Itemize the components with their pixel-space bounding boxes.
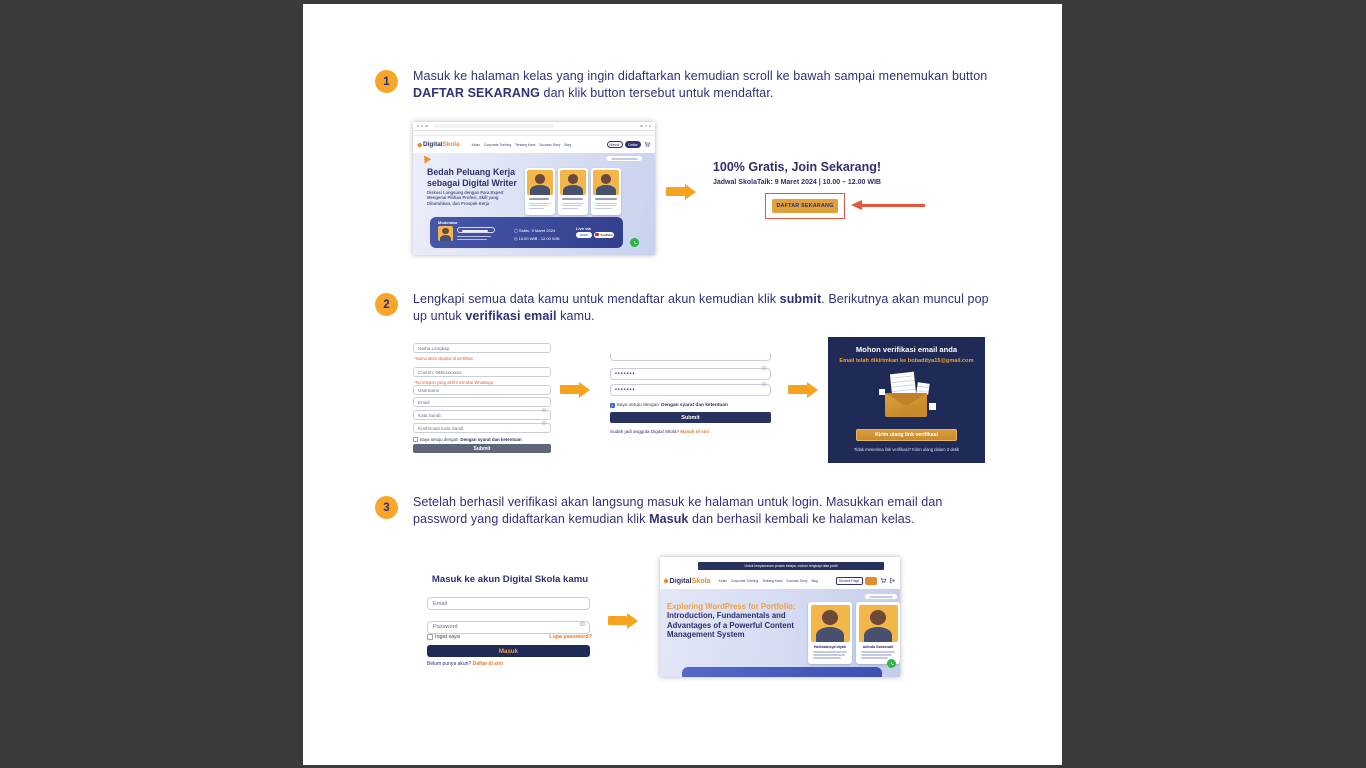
event-time-text: 10.00 WIB - 12.00 WIB xyxy=(518,236,560,241)
nav-blog[interactable]: Blog xyxy=(811,578,819,583)
moderator-label: Moderator xyxy=(438,220,458,225)
step-1-number-label: 1 xyxy=(383,75,390,88)
step-1-instruction xyxy=(413,68,998,102)
remember-label: Ingat saya xyxy=(435,634,460,640)
speaker-desc-bar xyxy=(562,208,578,209)
event-date-text: Sabtu, 9 Maret 2024 xyxy=(518,228,556,233)
logo-skola: Skola xyxy=(442,141,460,148)
badge-text-bar xyxy=(611,158,638,160)
browser-profile-icon xyxy=(645,125,647,127)
hero-title-rest: Introduction, Fundamentals and Advantages of a Powerful Content Management System xyxy=(667,611,794,640)
speaker-photo xyxy=(811,605,850,642)
username-input[interactable] xyxy=(413,385,551,395)
speaker-photo xyxy=(560,170,586,195)
nav-kelas[interactable]: Kelas xyxy=(718,578,727,583)
hero-title-highlight: Exploring WordPress for Portfolio: xyxy=(667,602,796,611)
submit-button[interactable]: Submit xyxy=(610,412,771,423)
profile-button[interactable] xyxy=(865,577,877,585)
confirm-password-input[interactable] xyxy=(413,423,551,433)
cart-icon[interactable] xyxy=(880,577,887,584)
logo-mark-icon xyxy=(417,142,422,147)
browser-extension-icon xyxy=(640,125,642,127)
profile-reminder-banner: Untuk kenyamanan proses belajar, mohon lengkapi data profil xyxy=(698,562,884,570)
speaker-name-bar xyxy=(562,198,583,200)
masuk-di-sini-link[interactable]: Masuk di sini xyxy=(680,429,710,434)
browser-menu-icon xyxy=(649,125,651,127)
masuk-button[interactable]: Masuk xyxy=(607,141,623,148)
speaker-desc-bar xyxy=(861,657,888,659)
register-prompt-text: Belum punya akun? xyxy=(427,661,473,667)
popup-subtitle: Email telah dikirimkan ke bobaditya15@gmail.com xyxy=(839,358,974,364)
hero-title xyxy=(667,602,805,640)
moderator-banner xyxy=(430,217,623,248)
terms-row xyxy=(610,403,728,408)
register-form-filled xyxy=(610,349,771,441)
nav-blog[interactable]: Blog xyxy=(564,142,572,147)
browser-reload-icon xyxy=(425,125,427,127)
step-2-text: Lengkapi semua data kamu untuk mendaftar akun kemudian klik xyxy=(413,292,780,306)
eye-icon[interactable] xyxy=(541,420,547,426)
logo-skola: Skola xyxy=(691,576,711,585)
speaker-desc-bar xyxy=(861,654,892,656)
skolatalk-badge xyxy=(864,593,898,600)
login-title: Masuk ke akun Digital Skola kamu xyxy=(431,574,589,585)
speaker-name: Halimatusya'diyah xyxy=(813,645,847,649)
speaker-card xyxy=(856,602,900,664)
speaker-card xyxy=(591,168,621,215)
eye-icon[interactable] xyxy=(579,621,586,628)
submit-button[interactable]: Submit xyxy=(413,444,551,453)
name-helper-text: *Nama akan dipakai di sertifikat xyxy=(414,355,473,361)
arrow-right-icon xyxy=(560,385,579,394)
popup-footnote: Tidak menerima link verifikasi? Kirim ulang dalam 3 detik xyxy=(853,447,960,452)
moderator-photo xyxy=(438,226,453,241)
hero-section xyxy=(413,153,655,255)
site-nav xyxy=(472,143,571,147)
step-3-instruction xyxy=(413,494,998,528)
terms-checkbox[interactable] xyxy=(413,437,418,442)
speaker-desc-bar xyxy=(562,205,582,206)
browser-chrome xyxy=(413,122,655,131)
speaker-card xyxy=(808,602,852,664)
speaker-desc-bar xyxy=(529,205,548,206)
nav-tentang-kami[interactable]: Tentang Kami xyxy=(762,578,783,583)
speaker-desc-bar xyxy=(595,208,612,209)
nav-corporate-training[interactable]: Corporate Training xyxy=(483,142,512,147)
remember-checkbox[interactable] xyxy=(427,634,433,640)
step-1-text: Masuk ke halaman kelas yang ingin didaftarkan kemudian scroll ke bawah sampai menemukan button xyxy=(413,69,988,83)
badge-text-bar xyxy=(869,596,893,598)
browser-back-icon xyxy=(417,125,419,127)
step-2-number xyxy=(375,293,398,316)
login-button[interactable]: Masuk xyxy=(427,645,590,657)
site-nav xyxy=(719,579,818,583)
login-password-input[interactable] xyxy=(427,621,590,634)
step-2-bold-2: verifikasi email xyxy=(465,309,557,323)
password-input-filled[interactable] xyxy=(610,368,771,380)
cta-block xyxy=(697,160,897,230)
phone-input[interactable] xyxy=(413,367,551,377)
password-input[interactable] xyxy=(413,410,551,420)
terms-link[interactable]: Dengan syarat dan ketentuan xyxy=(460,437,522,442)
arrow-right-icon xyxy=(788,385,807,394)
step-1-bold: DAFTAR SEKARANG xyxy=(413,86,540,100)
browser-forward-icon xyxy=(421,125,423,127)
speaker-name-bar xyxy=(595,198,617,200)
step-2-text-3: kamu. xyxy=(556,309,595,323)
speaker-desc-bar xyxy=(813,657,841,659)
speaker-desc-bar xyxy=(595,203,617,204)
youtube-label: YouTube xyxy=(600,232,613,237)
nav-success-story[interactable]: Success Story xyxy=(786,578,808,583)
cropped-input[interactable] xyxy=(610,353,771,361)
step-3-text-2: dan berhasil kembali ke halaman kelas. xyxy=(688,512,915,526)
hero-subtitle: Diskusi Langsung dengan Para Expert Mengenai Pilihan Profesi, Skill yang Dibutuhkan, dan Prospek Kerja xyxy=(427,190,504,206)
document-page xyxy=(303,4,1062,765)
speaker-desc-bar xyxy=(562,203,584,204)
digitalskola-logo xyxy=(664,576,711,585)
step-1-text-2: dan klik button tersebut untuk mendaftar. xyxy=(539,86,774,100)
bottom-banner xyxy=(682,667,882,677)
register-form-empty xyxy=(413,342,551,455)
speaker-photo xyxy=(859,605,898,642)
site-header xyxy=(660,572,900,589)
step-3-number-label: 3 xyxy=(383,501,390,514)
nav-success-story[interactable]: Success Story xyxy=(539,142,561,147)
whatsapp-icon[interactable] xyxy=(630,238,639,247)
speaker-desc-bar xyxy=(595,205,616,206)
speaker-card xyxy=(525,168,555,215)
remember-me-row xyxy=(427,634,460,640)
moderator-name-pill xyxy=(457,227,495,233)
logo-digital: Digital xyxy=(669,576,692,585)
step-3-number xyxy=(375,496,398,519)
logo-digital: Digital xyxy=(423,141,443,148)
cart-icon[interactable] xyxy=(644,141,651,148)
arrow-right-icon xyxy=(666,187,685,196)
browser-url-bar[interactable] xyxy=(434,124,554,128)
email-input[interactable] xyxy=(413,397,551,407)
step-2-instruction xyxy=(413,291,998,325)
register-prompt xyxy=(427,661,503,667)
name-input[interactable] xyxy=(413,343,551,353)
confirm-password-input-filled[interactable] xyxy=(610,384,771,396)
screenshot-class-page xyxy=(413,122,655,255)
eye-icon[interactable] xyxy=(761,365,767,371)
youtube-icon xyxy=(595,233,599,236)
logo-mark-icon xyxy=(663,578,669,584)
terms-link[interactable]: Dengan syarat dan ketentuan xyxy=(661,403,728,408)
email-verification-popup xyxy=(828,337,985,463)
speaker-desc-bar xyxy=(813,651,847,653)
logout-icon[interactable] xyxy=(889,577,896,584)
daftar-button[interactable]: Daftar xyxy=(625,141,641,148)
hero-title: Bedah Peluang Kerja sebagai Digital Writer xyxy=(427,167,517,188)
moderator-desc-bar xyxy=(457,236,491,237)
resend-verification-button[interactable]: Kirim ulang link verifikasi xyxy=(856,429,957,441)
forgot-password-link[interactable]: Lupa password? xyxy=(549,634,592,640)
member-prompt xyxy=(610,429,709,434)
event-time: ◷ 10.00 WIB - 12.00 WIB xyxy=(514,236,560,241)
pointer-arrow-line xyxy=(861,204,925,207)
envelope-illustration xyxy=(877,371,937,421)
popup-title: Mohon verifikasi email anda xyxy=(855,345,958,354)
envelope-flap xyxy=(885,393,927,406)
terms-checkbox-checked[interactable]: ✓ xyxy=(611,404,615,409)
eye-icon[interactable] xyxy=(761,381,767,387)
terms-text: Saya setuju dengan xyxy=(419,437,459,442)
terms-row xyxy=(413,437,522,442)
step-1-number xyxy=(375,70,398,93)
step-2-bold: submit xyxy=(779,292,822,306)
daftar-sekarang-button[interactable]: DAFTAR SEKARANG xyxy=(772,199,838,213)
speaker-name: Adinda Saraswati xyxy=(862,645,894,649)
speaker-desc-bar xyxy=(861,651,895,653)
skolatalk-badge xyxy=(605,155,643,162)
moderator-desc-bar xyxy=(457,239,487,240)
speaker-photo xyxy=(527,170,553,195)
arrow-right-icon xyxy=(608,616,627,625)
step-3-text: Setelah berhasil verifikasi akan langsung masuk ke halaman untuk login. Masukkan email dan password yang didaftarkan kemudian klik xyxy=(413,495,943,526)
speaker-desc-bar xyxy=(813,654,845,656)
phone-helper-text: *No telepon yang aktif memakai Whatsapp xyxy=(414,379,494,385)
cta-title: 100% Gratis, Join Sekarang! xyxy=(712,160,882,174)
moderator-name-bar xyxy=(462,230,488,232)
step-3-bold: Masuk xyxy=(649,512,689,526)
step-2-text-2: . Berikutnya akan muncul pop up untuk xyxy=(413,292,989,323)
speaker-desc-bar xyxy=(529,208,544,209)
speaker-name-bar xyxy=(529,198,549,200)
login-email-input[interactable] xyxy=(427,597,590,610)
terms-text: Saya setuju dengan xyxy=(616,403,659,408)
step-2-number-label: 2 xyxy=(383,298,390,311)
eye-icon[interactable] xyxy=(541,407,547,413)
youtube-badge xyxy=(594,232,614,238)
event-date: ▢ Sabtu, 9 Maret 2024 xyxy=(514,228,556,233)
nav-tentang-kami[interactable]: Tentang Kami xyxy=(515,142,536,147)
speaker-card xyxy=(558,168,588,215)
speaker-photo xyxy=(593,170,619,195)
speaker-desc-bar xyxy=(529,203,551,204)
paper-bit xyxy=(929,403,936,410)
member-prompt-text: Sudah jadi anggota Digital Skola? xyxy=(610,429,681,434)
zoom-badge: zoom xyxy=(576,232,592,238)
live-via-label: Live via xyxy=(576,226,591,231)
cta-schedule: Jadwal SkolaTalk: 9 Maret 2024 | 10.00 – 12.00 WIB xyxy=(713,179,881,186)
digitalskola-logo xyxy=(418,141,460,148)
whatsapp-icon[interactable] xyxy=(887,659,896,668)
login-form xyxy=(425,570,595,672)
daftar-di-sini-link[interactable]: Daftar di sini xyxy=(472,661,503,667)
nav-corporate-training[interactable]: Corporate Training xyxy=(730,578,759,583)
screenshot-logged-in-page xyxy=(660,557,900,677)
hero-logo-icon xyxy=(421,153,432,163)
hero-section xyxy=(660,589,900,677)
nav-kelas[interactable]: Kelas xyxy=(471,142,480,147)
student-page-button[interactable]: Student Page xyxy=(836,577,863,585)
site-header xyxy=(413,136,655,153)
